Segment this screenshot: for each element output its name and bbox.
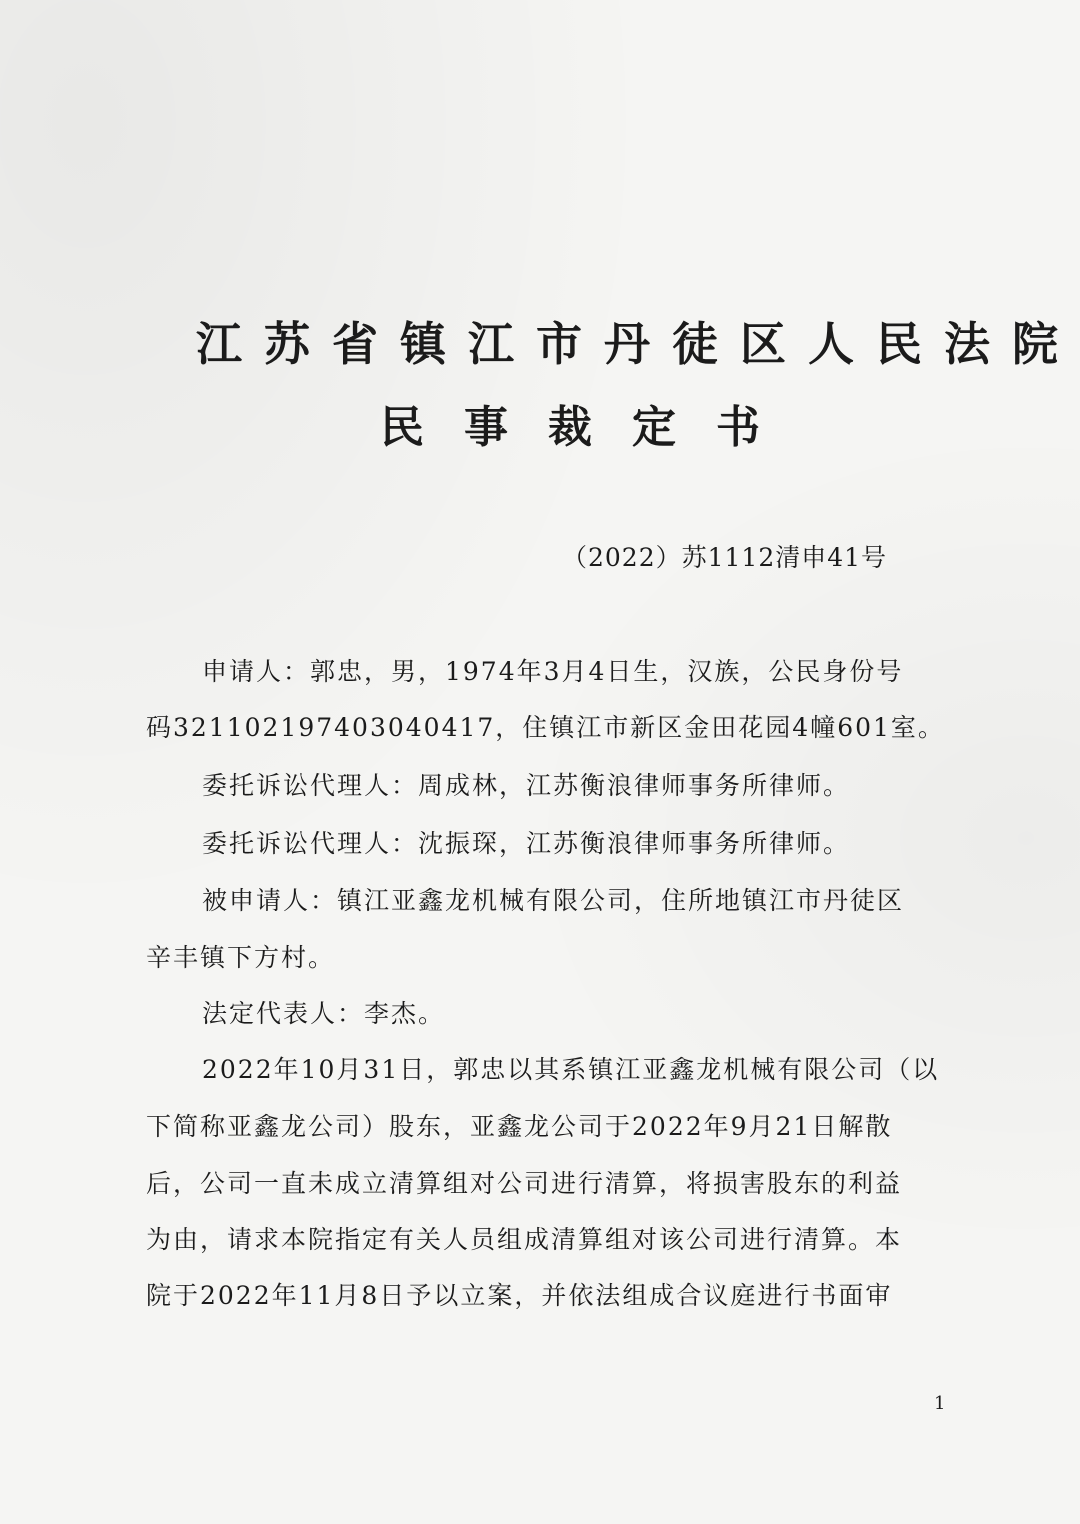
agent-line-2: 委托诉讼代理人：沈振琛，江苏衡浪律师事务所律师。 xyxy=(202,829,851,858)
court-name-title: 江苏省镇江市丹徒区人民法院 xyxy=(196,317,1080,371)
case-number: （2022）苏1112清申41号 xyxy=(562,543,888,572)
facts-line-1: 2022年10月31日，郭忠以其系镇江亚鑫龙机械有限公司（以 xyxy=(202,1055,940,1084)
facts-line-5: 院于2022年11月8日予以立案，并依法组成合议庭进行书面审 xyxy=(146,1281,893,1310)
respondent-line-2: 辛丰镇下方村。 xyxy=(146,943,336,972)
applicant-line-1: 申请人：郭忠，男，1974年3月4日生，汉族，公民身份号 xyxy=(202,657,904,686)
agent-line-1: 委托诉讼代理人：周成林，江苏衡浪律师事务所律师。 xyxy=(202,771,851,800)
facts-line-4: 为由，请求本院指定有关人员组成清算组对该公司进行清算。本 xyxy=(146,1225,903,1254)
document-type-title: 民事裁定书 xyxy=(380,402,800,453)
page-number: 1 xyxy=(934,1393,946,1414)
facts-line-2: 下简称亚鑫龙公司）股东，亚鑫龙公司于2022年9月21日解散 xyxy=(146,1112,893,1141)
applicant-line-2: 码321102197403040417，住镇江市新区金田花园4幢601室。 xyxy=(146,713,945,742)
facts-line-3: 后，公司一直未成立清算组对公司进行清算，将损害股东的利益 xyxy=(146,1169,903,1198)
legal-rep-line: 法定代表人：李杰。 xyxy=(202,999,446,1028)
respondent-line-1: 被申请人：镇江亚鑫龙机械有限公司，住所地镇江市丹徒区 xyxy=(202,886,905,915)
